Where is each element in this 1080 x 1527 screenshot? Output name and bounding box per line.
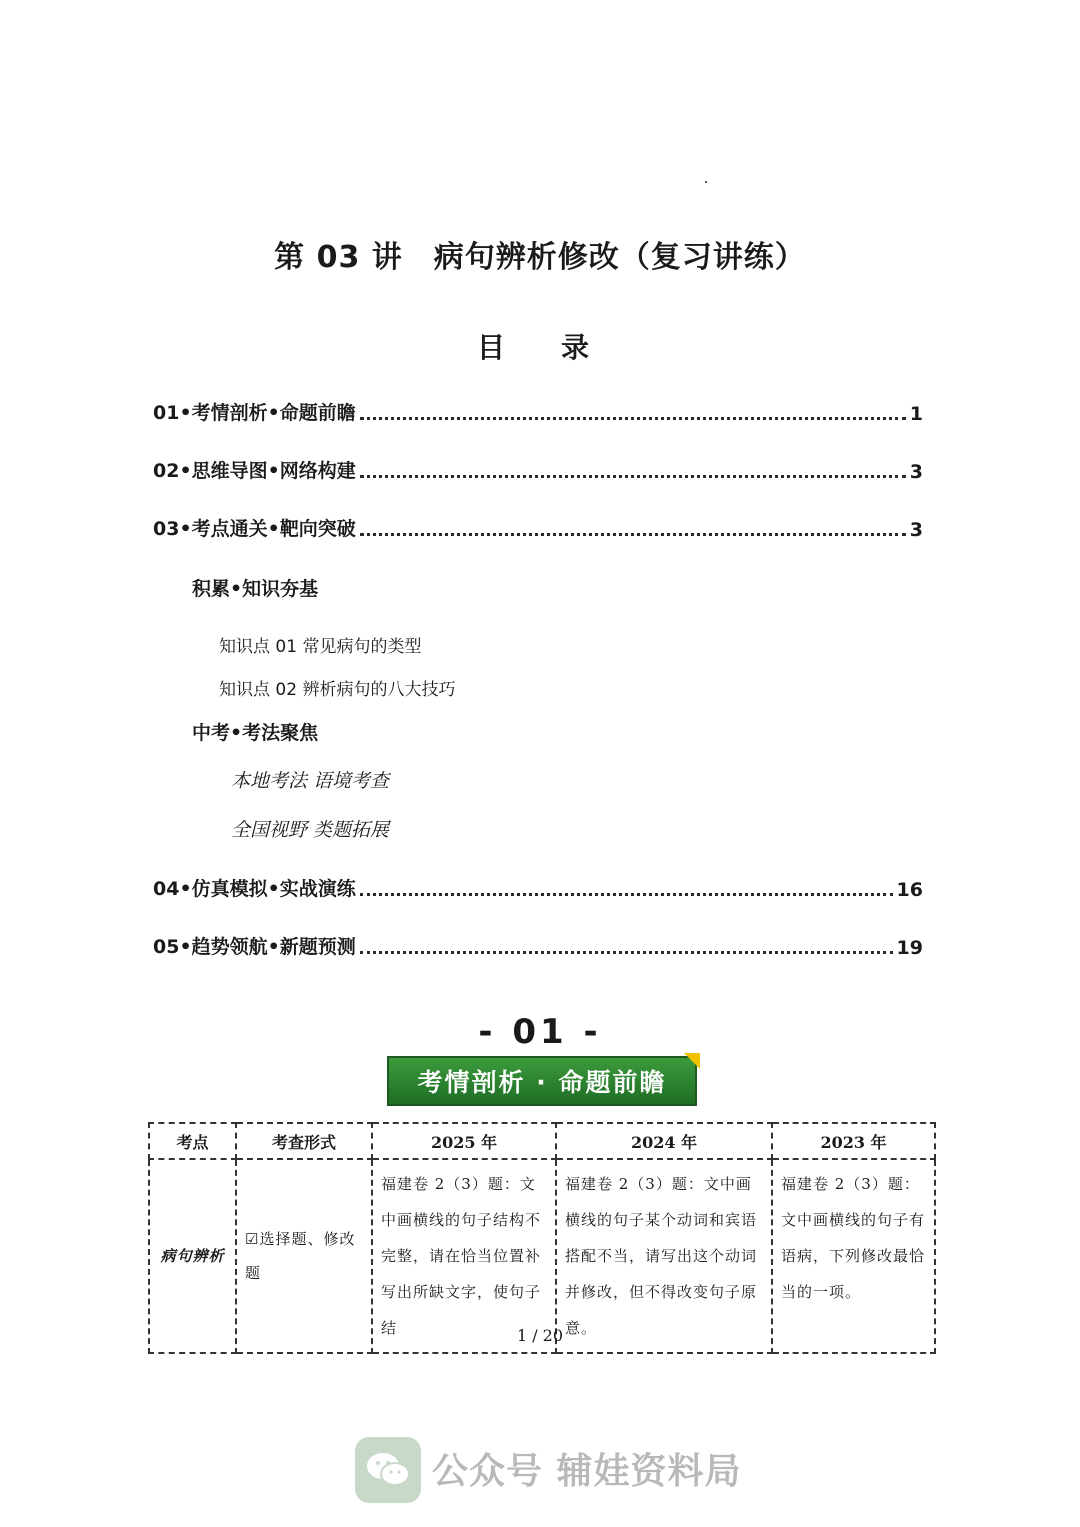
stray-mark xyxy=(705,181,707,183)
toc-entry[interactable] xyxy=(153,874,923,901)
table-header-cell: 2025 年 xyxy=(372,1123,556,1159)
exam-2023-cell: 福建卷 2（3）题：文中画横线的句子有语病，下列修改最恰当的一项。 xyxy=(772,1159,935,1353)
exam-analysis-table xyxy=(148,1122,936,1354)
table-header-cell: 2024 年 xyxy=(556,1123,772,1159)
toc-entry-page: 3 xyxy=(909,461,923,483)
table-header-row xyxy=(149,1123,935,1159)
table-row xyxy=(149,1159,935,1353)
wechat-icon xyxy=(355,1437,421,1503)
table-header-cell: 考查形式 xyxy=(236,1123,372,1159)
toc-entry[interactable] xyxy=(153,398,923,425)
table-header-cell: 考点 xyxy=(149,1123,236,1159)
toc-entry-page: 1 xyxy=(909,403,923,425)
toc-entry-label: 04•仿真模拟•实战演练 xyxy=(153,878,356,900)
toc-entry-label: 05•趋势领航•新题预测 xyxy=(153,936,356,958)
toc-subheading-accumulation: 积累•知识夯基 xyxy=(192,578,319,600)
table-header-cell: 2023 年 xyxy=(772,1123,935,1159)
section-banner: 考情剖析 · 命题前瞻 xyxy=(387,1056,697,1106)
toc-entry-page: 3 xyxy=(909,519,923,541)
toc-entry-page: 19 xyxy=(896,937,923,959)
toc-leader-dots xyxy=(360,417,906,420)
banner-corner-decoration xyxy=(684,1053,700,1069)
section-number: - 01 - xyxy=(478,1012,602,1052)
exam-2025-cell: 福建卷 2（3）题：文中画横线的句子结构不完整，请在恰当位置补写出所缺文字，使句子结 xyxy=(372,1159,556,1353)
page-number: 1 / 20 xyxy=(516,1326,564,1345)
toc-entry-label: 03•考点通关•靶向突破 xyxy=(153,518,356,540)
toc-focus-item[interactable]: 本地考法 语境考查 xyxy=(231,770,390,792)
toc-knowledge-point[interactable]: 知识点 01 常见病句的类型 xyxy=(219,637,422,657)
toc-heading: 目 录 xyxy=(476,331,603,364)
watermark-text: 公众号 辅娃资料局 xyxy=(432,1451,742,1492)
exam-point-cell: 病句辨析 xyxy=(149,1159,236,1353)
toc-entry-page: 16 xyxy=(896,879,923,901)
toc-leader-dots xyxy=(360,533,906,536)
toc-knowledge-point[interactable]: 知识点 02 辨析病句的八大技巧 xyxy=(219,680,456,700)
toc-entry-label: 01•考情剖析•命题前瞻 xyxy=(153,402,356,424)
toc-leader-dots xyxy=(360,893,893,896)
toc-subheading-focus: 中考•考法聚焦 xyxy=(192,722,319,744)
page-title: 第 03 讲 病句辨析修改（复习讲练） xyxy=(274,240,806,275)
toc-leader-dots xyxy=(360,475,906,478)
exam-2024-cell: 福建卷 2（3）题：文中画横线的句子某个动词和宾语搭配不当，请写出这个动词并修改，但不得改变句子原意。 xyxy=(556,1159,772,1353)
toc-leader-dots xyxy=(360,951,893,954)
toc-entry[interactable] xyxy=(153,456,923,483)
toc-entry[interactable] xyxy=(153,514,923,541)
toc-entry[interactable] xyxy=(153,932,923,959)
exam-form-cell: ☑选择题、修改题 xyxy=(236,1159,372,1353)
toc-focus-item[interactable]: 全国视野 类题拓展 xyxy=(231,819,390,841)
toc-entry-label: 02•思维导图•网络构建 xyxy=(153,460,356,482)
